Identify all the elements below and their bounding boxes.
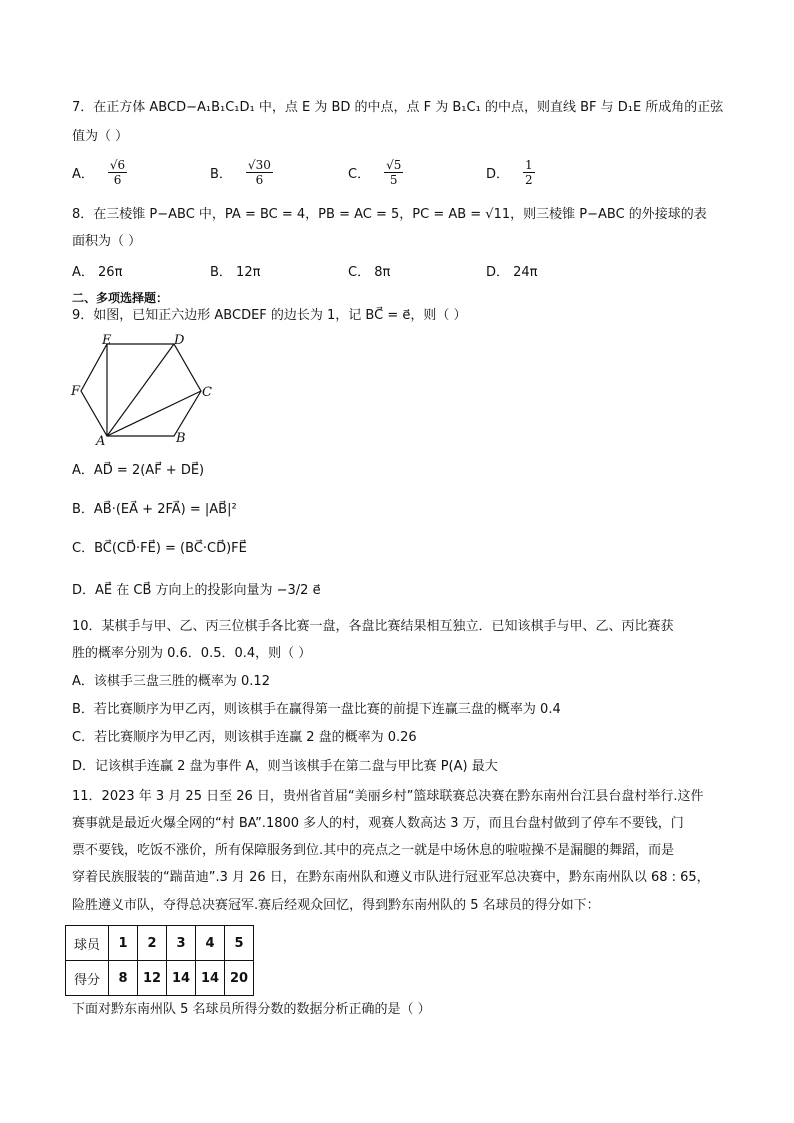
q10-option-a[interactable]: A．该棋手三盘三胜的概率为 0.12 [72,674,270,689]
q10-stem-line2: 胜的概率分别为 0.6．0.5．0.4，则（ ） [72,646,312,661]
q11-stem-line2: 赛事就是最近火爆全网的“村 BA”.1800 多人的村，观赛人数高达 3 万，而且台盘村做到了停车不要钱，门 [72,816,684,831]
vertex-label-c: C [202,385,212,400]
q11-stem-line3: 票不要钱，吃饭不涨价，所有保障服务到位.其中的亮点之一就是中场休息的啦啦操不是漏腿的舞蹈，而是 [72,843,675,858]
q7-stem-line2: 值为（ ） [72,129,129,144]
q10-option-b[interactable]: B．若比赛顺序为甲乙丙，则该棋手在赢得第一盘比赛的前提下连赢三盘的概率为 0.4 [72,702,561,717]
q11-stem-line5: 险胜遵义市队，夺得总决赛冠军.赛后经观众回忆，得到黔东南州队的 5 名球员的得分如下： [72,898,600,913]
table-cell: 14 [196,961,225,996]
q7-option-c[interactable]: C． $\frac{√5}{5}$ [348,158,402,187]
q8-option-a[interactable]: A． 26π [72,265,123,280]
q7-stem-line1: 7．在正方体 ABCD−A₁B₁C₁D₁ 中，点 E 为 BD 的中点，点 F 为 B₁C₁ 的中点，则直线 BF 与 D₁E 所成角的正弦 [72,100,724,115]
table-cell: 3 [167,926,196,961]
score-table [65,925,254,996]
vertex-label-b: B [176,431,186,446]
q8-options [72,261,722,280]
table-cell: 12 [138,961,167,996]
q9-option-c[interactable]: C．BC⃗(CD⃗·FE⃗) = (BC⃗·CD⃗)FE⃗ [72,541,247,556]
vertex-label-d: D [174,333,185,348]
table-cell: 1 [109,926,138,961]
table-cell: 14 [167,961,196,996]
q10-option-d[interactable]: D．记该棋手连赢 2 盘为事件 A，则当该棋手在第二盘与甲比赛 P(A) 最大 [72,759,498,774]
section-title: 二、多项选择题： [72,291,169,305]
q11-stem-line4: 穿着民族服装的“踹苗迪”.3 月 26 日，在黔东南州队和遵义市队进行冠亚军总决赛中，黔东南州队以 68 : 65， [72,870,710,885]
q8-option-c[interactable]: C． 8π [348,265,391,280]
q9-stem: 9．如图，已知正六边形 ABCDEF 的边长为 1，记 BC⃗ = e⃗，则（ ） [72,308,467,323]
q7-option-a[interactable]: A． $\frac{√6}{6}$ [72,158,126,187]
q8-stem-line1: 8．在三棱锥 P−ABC 中，PA = BC = 4，PB = AC = 5，PC = AB = √11，则三棱锥 P−ABC 的外接球的表 [72,207,707,222]
diagonal-ad [107,344,174,436]
q8-option-b[interactable]: B． 12π [210,265,261,280]
q10-option-c[interactable]: C．若比赛顺序为甲乙丙，则该棋手连赢 2 盘的概率为 0.26 [72,730,417,745]
q8-option-d[interactable]: D． 24π [486,265,538,280]
q9-option-b[interactable]: B．AB⃗·(EA⃗ + 2FA⃗) = |AB⃗|² [72,502,237,517]
vertex-label-e: E [102,333,112,348]
q7-options [72,158,722,187]
table-header-score: 得分 [66,961,109,996]
q11-stem-line1: 11．2023 年 3 月 25 日至 26 日，贵州省首届“美丽乡村”篮球联赛总决赛在黔东南州台江县台盘村举行.这件 [72,789,704,804]
table-cell: 4 [196,926,225,961]
hexagon-figure [66,332,226,450]
q7-option-d[interactable]: D． $\frac{1}{2}$ [486,158,533,187]
q10-stem-line1: 10．某棋手与甲、乙、丙三位棋手各比赛一盘，各盘比赛结果相互独立．已知该棋手与甲、乙、丙比赛获 [72,619,674,634]
table-cell: 2 [138,926,167,961]
vertex-label-a: A [96,434,106,449]
q7-option-b[interactable]: B． $\frac{√30}{6}$ [210,158,271,187]
table-row-players [66,926,254,961]
q8-stem-line2: 面积为（ ） [72,234,142,249]
table-header-player: 球员 [66,926,109,961]
table-cell: 20 [225,961,254,996]
table-row-scores [66,961,254,996]
q11-footer: 下面对黔东南州队 5 名球员所得分数的数据分析正确的是（ ） [72,1002,431,1017]
q9-option-a[interactable]: A．AD⃗ = 2(AF⃗ + DE⃗) [72,463,205,478]
vertex-label-f: F [71,384,81,399]
table-cell: 8 [109,961,138,996]
q9-option-d[interactable]: D．AE⃗ 在 CB⃗ 方向上的投影向量为 −3/2 e⃗ [72,583,321,598]
table-cell: 5 [225,926,254,961]
